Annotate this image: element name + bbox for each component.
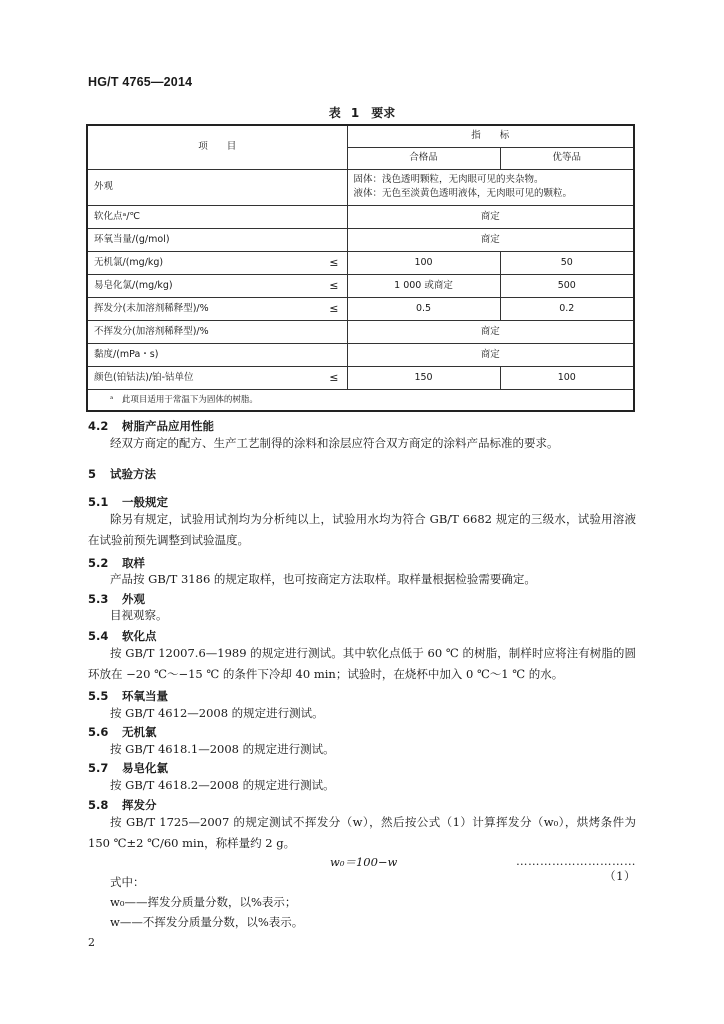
section-5-3-text: 目视观察。 bbox=[110, 608, 168, 622]
table-row bbox=[87, 205, 634, 228]
section-5-7-text: 按 GB/T 4618.2—2008 的规定进行测试。 bbox=[110, 778, 335, 792]
page-number: 2 bbox=[88, 936, 95, 949]
table-row bbox=[87, 251, 634, 274]
table-head-grade2: 优等品 bbox=[500, 147, 634, 169]
section-5-1-heading: 5.1 一般规定 bbox=[88, 495, 168, 509]
row-merged: 商定 bbox=[347, 320, 634, 343]
row-value-grade2: 500 bbox=[500, 274, 634, 297]
table-row bbox=[87, 169, 634, 205]
standard-code-header: HG/T 4765—2014 bbox=[88, 75, 193, 89]
row-item: 易皂化氯/(mg/kg) bbox=[87, 274, 275, 297]
row-merged: 商定 bbox=[347, 205, 634, 228]
table-row bbox=[87, 366, 634, 389]
row-value-grade1: 150 bbox=[347, 366, 500, 389]
table-row bbox=[87, 297, 634, 320]
section-5-5-text: 按 GB/T 4612—2008 的规定进行测试。 bbox=[110, 706, 324, 720]
row-value-grade1: 1 000 或商定 bbox=[347, 274, 500, 297]
table-row bbox=[87, 274, 634, 297]
section-5-8-heading: 5.8 挥发分 bbox=[88, 798, 157, 812]
row-value-grade2: 50 bbox=[500, 251, 634, 274]
formula-def-w0: w₀——挥发分质量分数，以%表示； bbox=[110, 895, 297, 909]
row-symbol: ≤ bbox=[275, 297, 347, 320]
row-value-grade1: 0.5 bbox=[347, 297, 500, 320]
table-row bbox=[87, 228, 634, 251]
formula-1: w₀＝100−w bbox=[330, 855, 398, 869]
row-item: 软化点ᵃ/℃ bbox=[87, 205, 347, 228]
table-row bbox=[87, 320, 634, 343]
formula-where: 式中： bbox=[110, 875, 145, 889]
section-5-3-heading: 5.3 外观 bbox=[88, 592, 145, 606]
appearance-liquid: 液体：无色至淡黄色透明液体，无肉眼可见的颗粒。 bbox=[353, 188, 573, 199]
row-merged: 商定 bbox=[347, 343, 634, 366]
row-item: 环氧当量/(g/mol) bbox=[87, 228, 347, 251]
formula-def-w: w——不挥发分质量分数，以%表示。 bbox=[110, 915, 304, 929]
requirements-table bbox=[86, 124, 635, 412]
appearance-solid: 固体：浅色透明颗粒，无肉眼可见的夹杂物。 bbox=[353, 174, 544, 185]
row-symbol: ≤ bbox=[275, 274, 347, 297]
section-5-heading: 5 试验方法 bbox=[88, 467, 156, 481]
row-item: 颜色(铂钴法)/铂-钴单位 bbox=[87, 366, 275, 389]
table-caption: 表 1 要求 bbox=[328, 106, 396, 120]
table-head-index: 指 标 bbox=[347, 125, 634, 147]
table-head-grade1: 合格品 bbox=[347, 147, 500, 169]
section-5-4-heading: 5.4 软化点 bbox=[88, 629, 157, 643]
section-5-5-heading: 5.5 环氧当量 bbox=[88, 689, 168, 703]
section-5-7-heading: 5.7 易皂化氯 bbox=[88, 761, 168, 775]
section-5-8-text: 按 GB/T 1725—2007 的规定测试不挥发分（w），然后按公式（1）计算挥发分（w₀），烘烤条件为 150 ℃±2 ℃/60 min，称样量约 2 g。 bbox=[88, 815, 636, 850]
table-row bbox=[87, 343, 634, 366]
section-4-2-heading: 4.2 树脂产品应用性能 bbox=[88, 419, 214, 433]
section-4-2-text: 经双方商定的配方、生产工艺制得的涂料和涂层应符合双方商定的涂料产品标准的要求。 bbox=[110, 436, 559, 450]
table-footnote: ᵃ 此项目适用于常温下为固体的树脂。 bbox=[87, 389, 634, 411]
row-item: 黏度/(mPa・s) bbox=[87, 343, 347, 366]
row-item: 无机氯/(mg/kg) bbox=[87, 251, 275, 274]
section-5-6-heading: 5.6 无机氯 bbox=[88, 725, 157, 739]
row-symbol: ≤ bbox=[275, 366, 347, 389]
row-symbol: ≤ bbox=[275, 251, 347, 274]
formula-number: …………………………（1） bbox=[516, 854, 636, 883]
section-5-1-text: 除另有规定，试验用试剂均为分析纯以上，试验用水均为符合 GB/T 6682 规定的三级水，试验用溶液在试验前预先调整到试验温度。 bbox=[88, 512, 636, 547]
section-5-6-text: 按 GB/T 4618.1—2008 的规定进行测试。 bbox=[110, 742, 335, 756]
row-item: 不挥发分(加溶剂稀释型)/% bbox=[87, 320, 347, 343]
section-5-4-text: 按 GB/T 12007.6—1989 的规定进行测试。其中软化点低于 60 ℃ 的树脂，制样时应将注有树脂的圆环放在 −20 ℃～−15 ℃ 的条件下冷却 40 min；试验时，在烧杯中加入 0 ℃～1 ℃ 的水。 bbox=[88, 646, 636, 681]
row-value-grade2: 0.2 bbox=[500, 297, 634, 320]
table-head-item: 项 目 bbox=[87, 125, 347, 169]
row-item: 挥发分(未加溶剂稀释型)/% bbox=[87, 297, 275, 320]
row-item: 外观 bbox=[87, 169, 347, 205]
section-5-2-heading: 5.2 取样 bbox=[88, 556, 145, 570]
row-merged: 商定 bbox=[347, 228, 634, 251]
row-value-grade1: 100 bbox=[347, 251, 500, 274]
section-5-2-text: 产品按 GB/T 3186 的规定取样，也可按商定方法取样。取样量根据检验需要确定。 bbox=[110, 572, 536, 586]
row-value-grade2: 100 bbox=[500, 366, 634, 389]
row-merged bbox=[347, 169, 634, 205]
